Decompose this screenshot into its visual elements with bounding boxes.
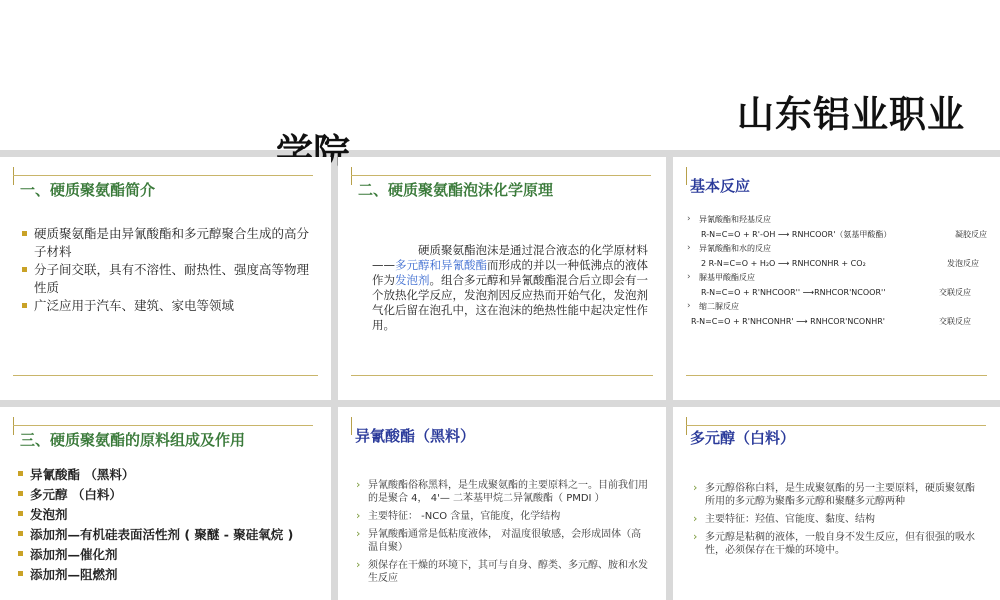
reaction-equation <box>687 226 987 243</box>
slide-thumbnail-2[interactable] <box>338 157 666 400</box>
paragraph-text: 。组合多元醇和异氰酸酯混合后立即会有一个放热化学反应，发泡剂因反应热而开始气化，发泡剂气化后留在泡孔中，这在泡沫的绝热性能中起决定性作用。 <box>372 273 648 332</box>
title-accent-vertical <box>686 167 687 185</box>
highlight-blowing-agent: 发泡剂 <box>395 273 430 287</box>
slide-title: 三、硬质聚氨酯的原料组成及作用 <box>20 431 246 449</box>
material-item: 添加剂—有机硅表面活性剂 ( 聚醚 - 聚硅氧烷 ) <box>18 525 323 545</box>
paragraph-text: 而形成的并以一种低沸点的液体作为 <box>372 258 648 287</box>
reaction-label: › 异氰酸酯和羟基反应 <box>687 214 987 226</box>
bullet-item: › 主要特征： -NCO 含量，官能度，化学结构 <box>356 510 648 523</box>
bullet-list <box>356 479 648 590</box>
school-title: 山东铝业职业 <box>737 93 965 136</box>
material-item: 多元醇 （白料） <box>18 485 323 505</box>
equation-text: R-N=C=O + R'-OH ⟶ RNHCOOR'（氨基甲酸酯） <box>701 230 892 239</box>
title-accent-line <box>13 175 313 176</box>
material-list <box>18 465 323 585</box>
equation-text: 2 R-N=C=O + H₂O ⟶ RNHCONHR + CO₂ <box>701 259 866 268</box>
reaction-type: 交联反应 <box>939 317 971 326</box>
bottom-divider <box>13 375 318 376</box>
bullet-item: › 多元醇俗称白料，是生成聚氨酯的另一主要原料，硬质聚氨酯所用的多元醇为聚酯多元醇和聚醚多元醇两种 <box>693 482 983 508</box>
bullet-item: 硬质聚氨酯是由异氰酸酯和多元醇聚合生成的高分子材料 <box>22 225 312 261</box>
reaction-equation <box>687 284 987 301</box>
reaction-type: 发泡反应 <box>947 259 979 268</box>
slide-title: 二、硬质聚氨酯泡沫化学原理 <box>358 181 554 199</box>
reaction-equation <box>687 313 987 330</box>
reaction-equation <box>687 255 987 272</box>
bullet-item: › 异氰酸酯俗称黑料，是生成聚氨酯的主要原料之一。目前我们用的是聚合 4， 4'— 二苯基甲烷二异氰酸酯（ PMDI ） <box>356 479 648 505</box>
paragraph-text: 硬质聚氨酯泡沫是通过混合液态的化学原材料—— <box>372 243 648 272</box>
reaction-list <box>687 214 987 330</box>
equation-text: R-N=C=O + R'NHCONHR' ⟶ RNHCOR'NCONHR' <box>691 317 885 326</box>
title-accent-line <box>13 425 313 426</box>
bullet-item: › 主要特征：羟值、官能度、黏度、结构 <box>693 513 983 526</box>
bottom-divider <box>686 375 987 376</box>
bullet-item: 分子间交联，具有不溶性、耐热性、强度高等物理性质 <box>22 261 312 297</box>
material-item: 发泡剂 <box>18 505 323 525</box>
title-accent-line <box>686 425 986 426</box>
title-accent-vertical <box>686 417 687 435</box>
equation-text: R-N=C=O + R'NHCOOR'' ⟶RNHCOR'NCOOR'' <box>701 288 886 297</box>
bullet-item: › 须保存在干燥的环境下，其可与自身、醇类、多元醇、胺和水发生反应 <box>356 559 648 585</box>
bullet-item: › 异氰酸酯通常是低粘度液体， 对温度很敏感，会形成固体（高温自聚） <box>356 528 648 554</box>
slide-thumbnail-1[interactable] <box>0 157 331 400</box>
material-item: 添加剂—阻燃剂 <box>18 565 323 585</box>
reaction-label: › 缩二脲反应 <box>687 301 987 313</box>
bullet-item: 广泛应用于汽车、建筑、家电等领域 <box>22 297 312 315</box>
slide-thumbnail-3[interactable] <box>673 157 1000 400</box>
material-item: 异氰酸酯 （黑料） <box>18 465 323 485</box>
slide-thumbnail-6[interactable] <box>673 407 1000 600</box>
bullet-list <box>693 482 983 562</box>
slide-thumbnail-4[interactable] <box>0 407 331 600</box>
principle-paragraph <box>372 243 650 333</box>
material-item: 添加剂—催化剂 <box>18 545 323 565</box>
title-accent-vertical <box>351 417 352 435</box>
bottom-divider <box>351 375 653 376</box>
reaction-label: › 异氰酸酯和水的反应 <box>687 243 987 255</box>
reaction-type: 交联反应 <box>939 288 971 297</box>
slide-title: 一、硬质聚氨酯简介 <box>20 181 156 199</box>
reaction-label: › 脲基甲酸酯反应 <box>687 272 987 284</box>
slide-thumbnail-5[interactable] <box>338 407 666 600</box>
reaction-type: 凝胶反应 <box>955 230 987 239</box>
highlight-raw-materials: 多元醇和异氰酸酯 <box>395 258 487 272</box>
school-title-overflow <box>276 122 350 150</box>
title-accent-vertical <box>13 167 14 185</box>
title-accent-line <box>351 175 651 176</box>
bullet-item: › 多元醇是粘稠的液体，一般自身不发生反应，但有很强的吸水性，必须保存在干燥的环境中。 <box>693 531 983 557</box>
bullet-list <box>22 225 312 315</box>
title-accent-vertical <box>351 167 352 185</box>
slide-title: 多元醇（白料） <box>690 429 796 447</box>
slide-title: 基本反应 <box>690 177 751 195</box>
slide-title: 异氰酸酯（黑料） <box>355 427 476 445</box>
title-accent-vertical <box>13 417 14 435</box>
